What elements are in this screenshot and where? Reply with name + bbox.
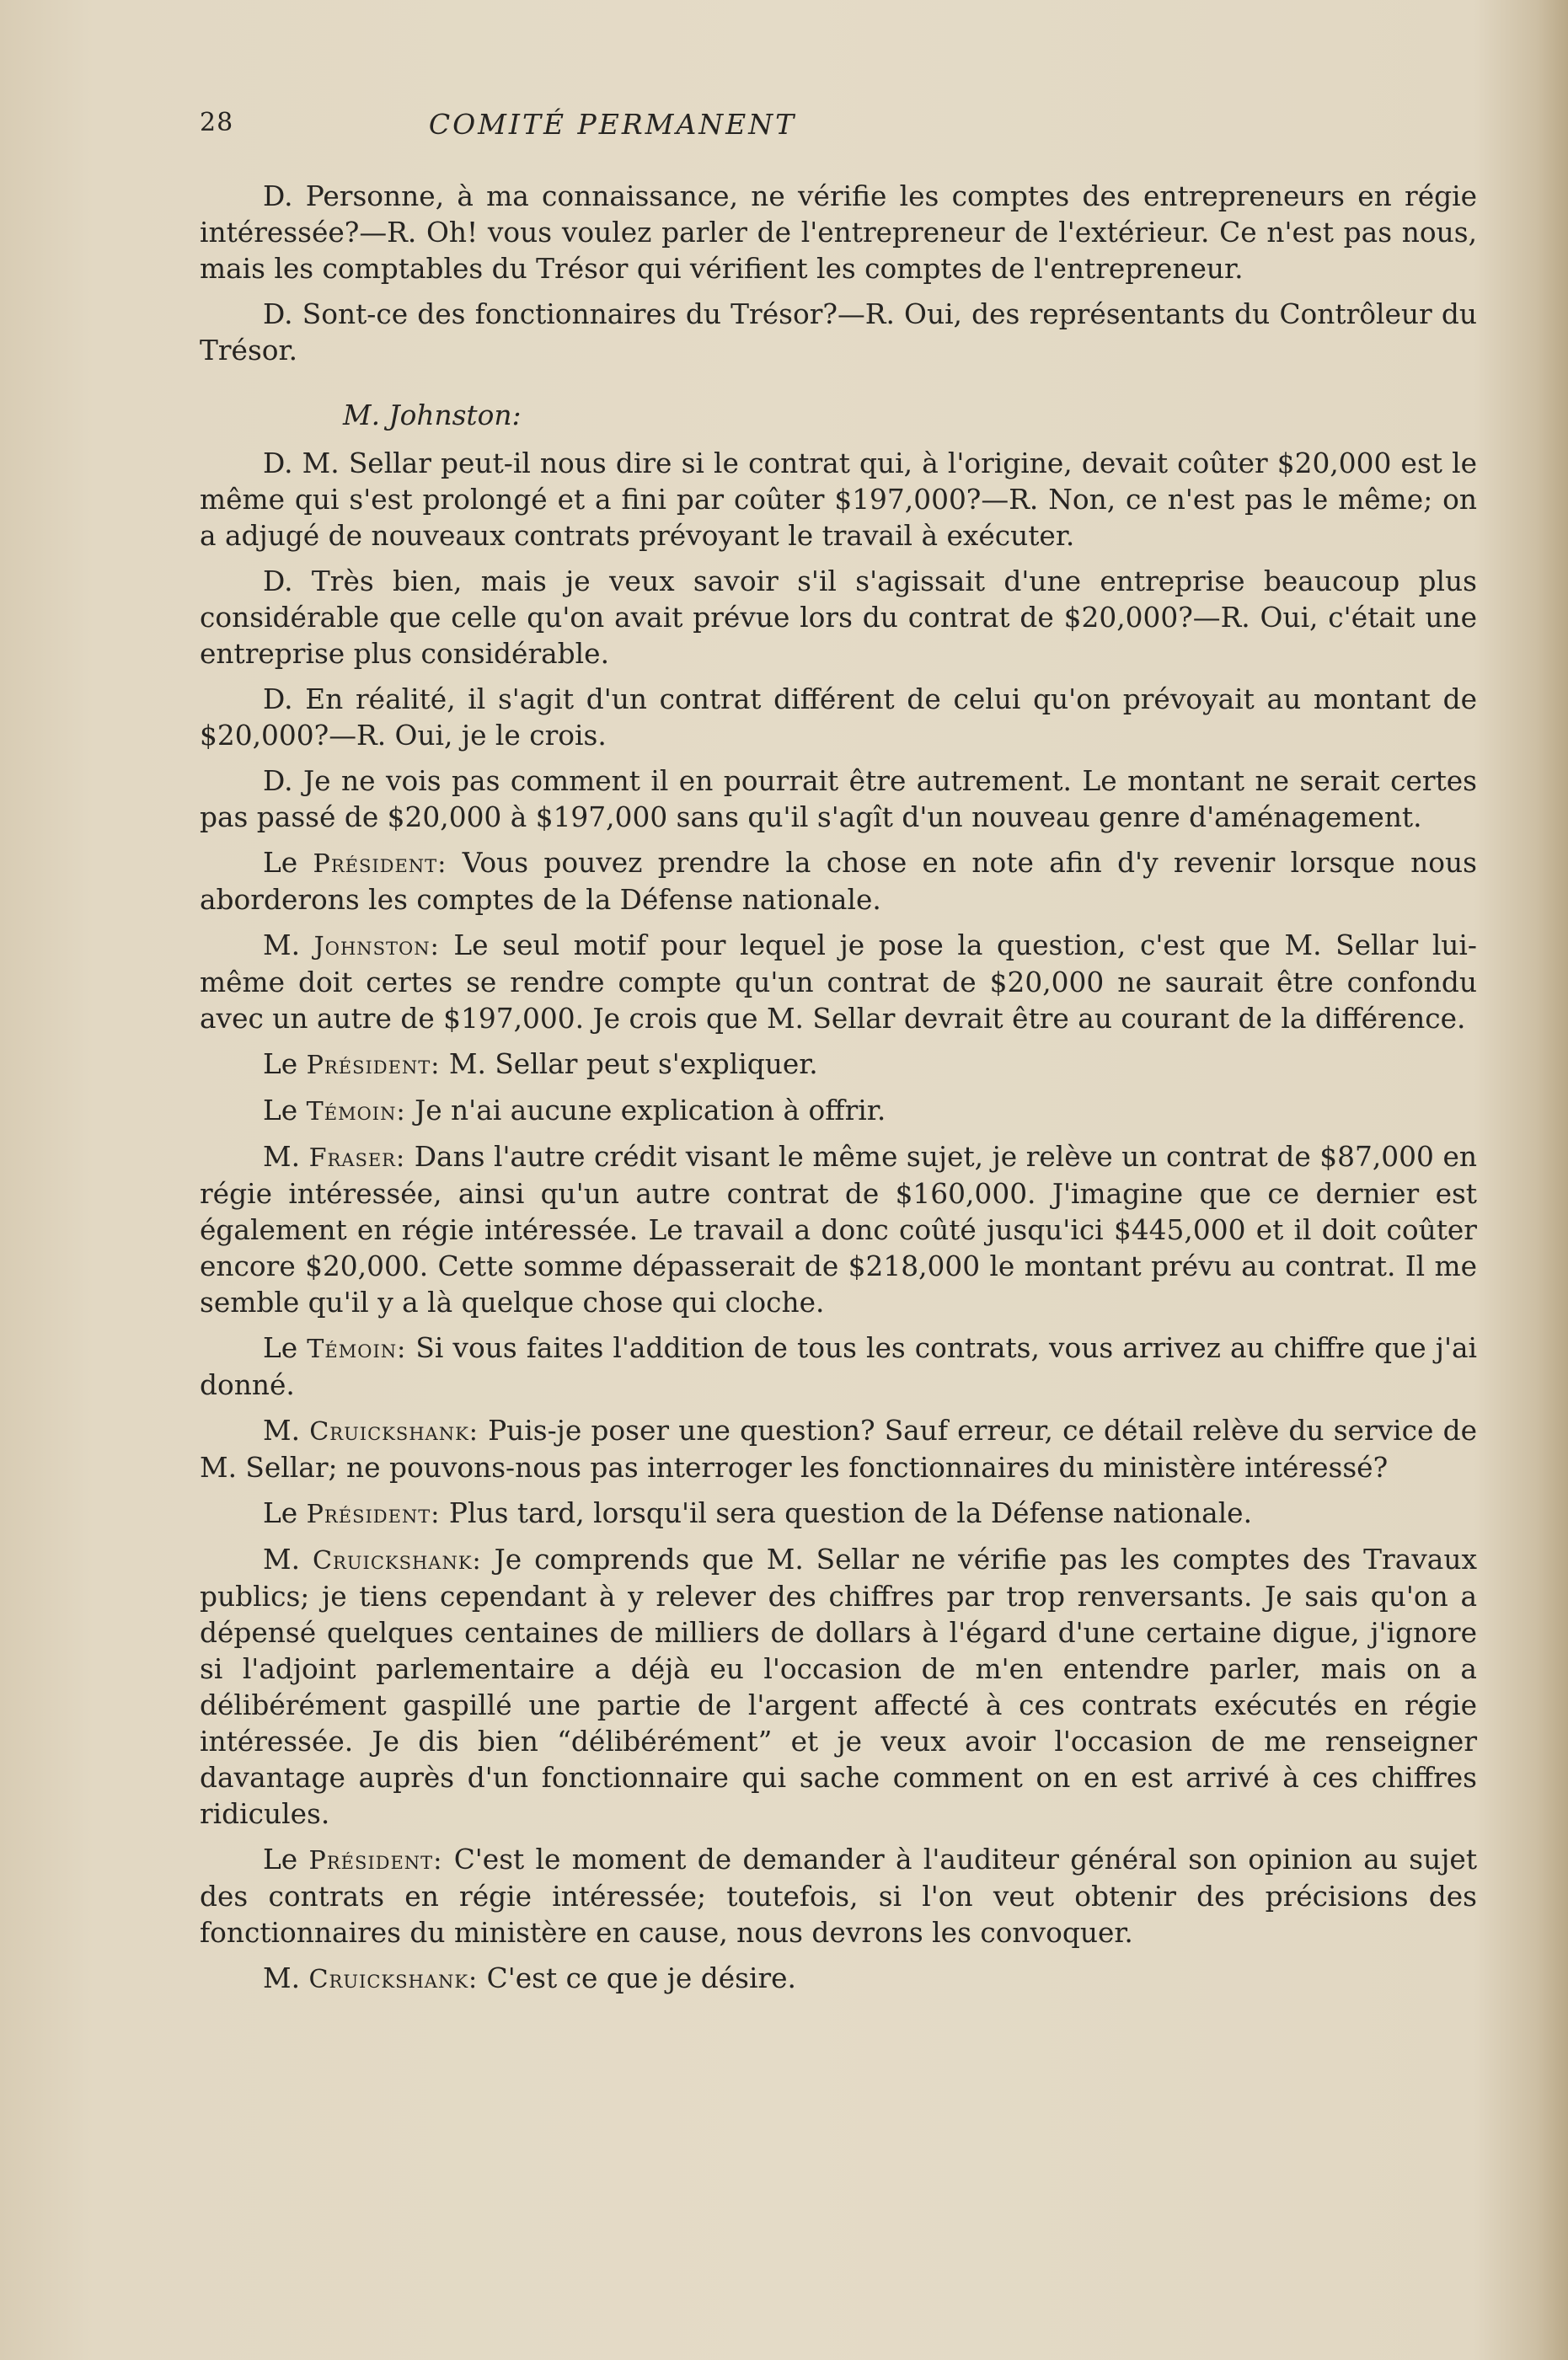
speaker-heading [200, 398, 1477, 434]
speaker-name: Cruickshank: [309, 1417, 479, 1447]
paragraph-text: Vous pouvez prendre la chose en note afin d'y revenir lorsque nous aborderons les comptes de la Défense nationale. [200, 847, 1477, 916]
paragraph [200, 1413, 1477, 1486]
paragraph [200, 1330, 1477, 1404]
paragraph [200, 1139, 1477, 1321]
paragraph [200, 446, 1477, 554]
paragraph-text: Plus tard, lorsqu'il sera question de la Défense nationale. [448, 1497, 1253, 1529]
speaker-name: Cruickshank: [308, 1965, 479, 1994]
speaker-prefix: Le [263, 1048, 298, 1080]
paragraph [200, 564, 1477, 672]
paragraph-text: Je n'ai aucune explication à offrir. [415, 1094, 886, 1126]
speaker-name: Témoin: [306, 1097, 406, 1126]
paragraph [200, 1542, 1477, 1833]
speaker-name: Johnston: [313, 932, 440, 961]
paragraph-text: Je comprends que M. Sellar ne vérifie pas les comptes des Travaux publics; je tiens cependant à y relever des chiffres par trop renversants. Je sais qu'on a dépensé quelques centaines de milliers de dollars à l'égard d'une certaine digue, j'ignore si l'adjoint parlementaire a déjà eu l'occasion de m'en entendre parler, mais on a délibérément gaspillé une partie de l'argent affecté à ces contrats exécutés en régie intéressée. Je dis bien “délibérément” et je veux avoir l'occasion de me renseigner davantage auprès d'un fonctionnaire qui sache comment on en est arrivé à ces chiffres ridicules. [200, 1544, 1477, 1830]
paragraph-text: C'est ce que je désire. [486, 1962, 796, 1994]
speaker-prefix: Le [263, 1497, 298, 1529]
paragraph [200, 1842, 1477, 1951]
paragraph [200, 845, 1477, 918]
speaker-prefix: Le [263, 1844, 298, 1876]
page-number: 28 [200, 108, 234, 137]
paragraph-text: Dans l'autre crédit visant le même sujet, je relève un contrat de $87,000 en régie intéressée, ainsi qu'un autre contrat de $160,000. J'imagine que ce dernier est également en régie intéressée. Le travail a donc coûté jusqu'ici $445,000 et il doit coûter encore $20,000. Cette somme dépasserait de $218,000 le montant prévu au contrat. Il me semble qu'il y a là quelque chose qui cloche. [200, 1141, 1477, 1319]
paragraph-text: M. Sellar peut s'expliquer. [448, 1048, 818, 1080]
speaker-prefix: M. [263, 929, 301, 961]
running-title: COMITÉ PERMANENT [428, 108, 797, 141]
speaker-prefix: M. [263, 1962, 301, 1994]
paragraph-text: Si vous faites l'addition de tous les contrats, vous arrivez au chiffre que j'ai donné. [200, 1332, 1477, 1401]
speaker-heading-text: M. Johnston: [343, 399, 522, 431]
paragraph [200, 1496, 1477, 1533]
paragraph [200, 297, 1477, 369]
speaker-name: Cruickshank: [312, 1546, 482, 1576]
speaker-name: Président: [306, 1500, 441, 1529]
paragraph-text: D. En réalité, il s'agit d'un contrat différent de celui qu'on prévoyait au montant de $20,000?—R. Oui, je le crois. [200, 683, 1477, 752]
paragraph-text: D. Je ne vois pas comment il en pourrait être autrement. Le montant ne serait certes pas passé de $20,000 à $197,000 sans qu'il s'agît d'un nouveau genre d'aménagement. [200, 765, 1477, 833]
speaker-prefix: Le [263, 847, 298, 879]
speaker-name: Président: [308, 1846, 443, 1876]
paragraph-text: Puis-je poser une question? Sauf erreur, ce détail relève du service de M. Sellar; ne pouvons-nous pas interroger les fonctionnaires du ministère intéressé? [200, 1415, 1477, 1484]
paragraph-text: D. Personne, à ma connaissance, ne vérifie les comptes des entrepreneurs en régie intéressée?—R. Oh! vous voulez parler de l'entrepreneur de l'extérieur. Ce n'est pas nous, mais les comptables du Trésor qui vérifient les comptes de l'entrepreneur. [200, 180, 1477, 285]
page-header [200, 108, 1480, 158]
paragraph [200, 1961, 1477, 1998]
speaker-prefix: M. [263, 1415, 301, 1447]
page-body [200, 179, 1477, 2007]
paragraph [200, 682, 1477, 754]
paragraph [200, 928, 1477, 1037]
speaker-prefix: M. [263, 1544, 301, 1576]
speaker-prefix: Le [263, 1094, 298, 1126]
speaker-name: Fraser: [308, 1143, 406, 1173]
paragraph [200, 1046, 1477, 1084]
speaker-name: Président: [313, 849, 447, 879]
paragraph [200, 763, 1477, 836]
paragraph-text: D. Très bien, mais je veux savoir s'il s'agissait d'une entreprise beaucoup plus considérable que celle qu'on avait prévue lors du contrat de $20,000?—R. Oui, c'était une entreprise plus considérable. [200, 565, 1477, 670]
paragraph-text: C'est le moment de demander à l'auditeur général son opinion au sujet des contrats en régie intéressée; toutefois, si l'on veut obtenir des précisions des fonctionnaires du ministère en cause, nous devrons les convoquer. [200, 1844, 1477, 1949]
speaker-name: Témoin: [307, 1335, 407, 1364]
paragraph-text: D. Sont-ce des fonctionnaires du Trésor?—R. Oui, des représentants du Contrôleur du Trésor. [200, 298, 1477, 367]
paragraph [200, 1093, 1477, 1130]
paragraph [200, 179, 1477, 287]
paragraph-text: Le seul motif pour lequel je pose la question, c'est que M. Sellar lui-même doit certes se rendre compte qu'un contrat de $20,000 ne saurait être confondu avec un autre de $197,000. Je crois que M. Sellar devrait être au courant de la différence. [200, 929, 1478, 1035]
speaker-prefix: M. [263, 1141, 301, 1173]
paragraph-text: D. M. Sellar peut-il nous dire si le contrat qui, à l'origine, devait coûter $20,000 est le même qui s'est prolongé et a fini par coûter $197,000?—R. Non, ce n'est pas le même; on a adjugé de nouveaux contrats prévoyant le travail à exécuter. [200, 447, 1477, 552]
speaker-prefix: Le [263, 1332, 298, 1364]
speaker-name: Président: [306, 1051, 441, 1080]
